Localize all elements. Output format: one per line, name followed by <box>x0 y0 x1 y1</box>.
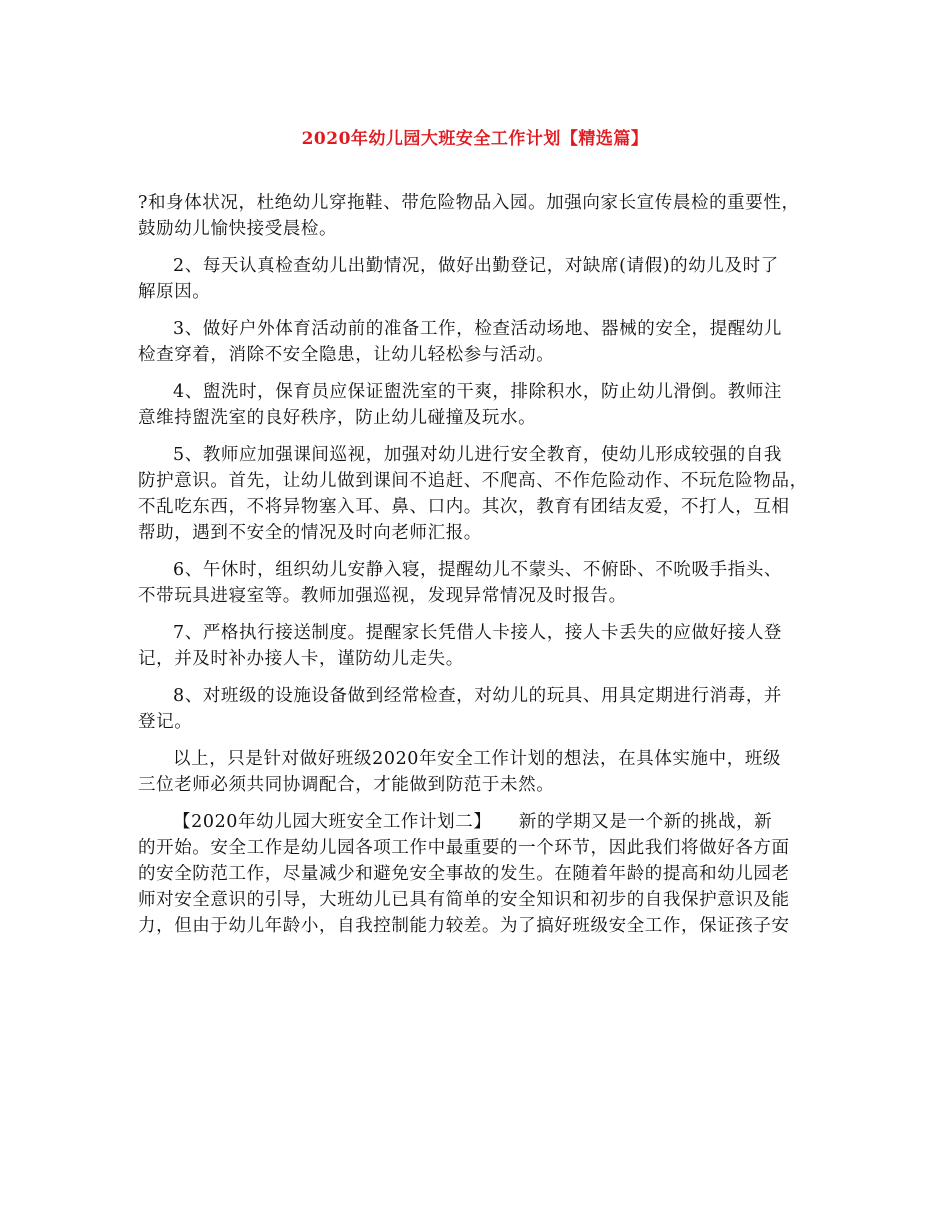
text-line: 三位老师必须共同协调配合，才能做到防范于未然。 <box>138 775 555 795</box>
text-line: 的开始。安全工作是幼儿园各项工作中最重要的一个环节，因此我们将做好各方面 <box>138 838 790 858</box>
text-line: ?和身体状况，杜绝幼儿穿拖鞋、带危险物品入园。加强向家长宣传晨检的重要性， <box>138 193 800 213</box>
text-line: 8、对班级的设施设备做到经常检查，对幼儿的玩具、用具定期进行消毒，并 <box>173 686 783 706</box>
text-line: 不乱吃东西，不将异物塞入耳、鼻、口内。其次，教育有团结友爱，不打人，互相 <box>138 497 790 517</box>
text-line: 【2020年幼儿园大班安全工作计划二】 新的学期又是一个新的挑战，新 <box>173 812 773 832</box>
text-line: 2、每天认真检查幼儿出勤情况，做好出勤登记，对缺席(请假)的幼儿及时了 <box>173 256 779 276</box>
text-line: 的安全防范工作，尽量减少和避免安全事故的发生。在随着年龄的提高和幼儿园老 <box>138 864 790 884</box>
document-body <box>138 190 828 939</box>
text-line: 3、做好户外体育活动前的准备工作，检查活动场地、器械的安全，提醒幼儿 <box>173 319 783 339</box>
document-title: 2020年幼儿园大班安全工作计划【精选篇】 <box>301 129 649 149</box>
text-line: 5、教师应加强课间巡视，加强对幼儿进行安全教育，使幼儿形成较强的自我 <box>173 445 783 465</box>
text-line: 师对安全意识的引导，大班幼儿已具有简单的安全知识和初步的自我保护意识及能 <box>138 890 790 910</box>
text-line: 意维持盥洗室的良好秩序，防止幼儿碰撞及玩水。 <box>138 408 537 428</box>
text-line: 解原因。 <box>138 282 211 302</box>
text-line: 记，并及时补办接人卡，谨防幼儿走失。 <box>138 649 464 669</box>
text-line: 力，但由于幼儿年龄小，自我控制能力较差。为了搞好班级安全工作，保证孩子安 <box>138 916 790 936</box>
text-line: 以上，只是针对做好班级2020年安全工作计划的想法，在具体实施中，班级 <box>173 749 782 769</box>
text-line: 7、严格执行接送制度。提醒家长凭借人卡接人，接人卡丢失的应做好接人登 <box>173 623 783 643</box>
text-line: 4、盥洗时，保育员应保证盥洗室的干爽，排除积水，防止幼儿滑倒。教师注 <box>173 382 783 402</box>
text-line: 鼓励幼儿愉快接受晨检。 <box>138 219 338 239</box>
text-line: 防护意识。首先，让幼儿做到课间不追赶、不爬高、不作危险动作、不玩危险物品， <box>138 471 808 491</box>
text-line: 登记。 <box>138 712 193 732</box>
text-line: 6、午休时，组织幼儿安静入寝，提醒幼儿不蒙头、不俯卧、不吮吸手指头、 <box>173 560 783 580</box>
text-line: 不带玩具进寝室等。教师加强巡视，发现异常情况及时报告。 <box>138 586 627 606</box>
text-line: 检查穿着，消除不安全隐患，让幼儿轻松参与活动。 <box>138 345 555 365</box>
text-line: 帮助，遇到不安全的情况及时向老师汇报。 <box>138 523 482 543</box>
